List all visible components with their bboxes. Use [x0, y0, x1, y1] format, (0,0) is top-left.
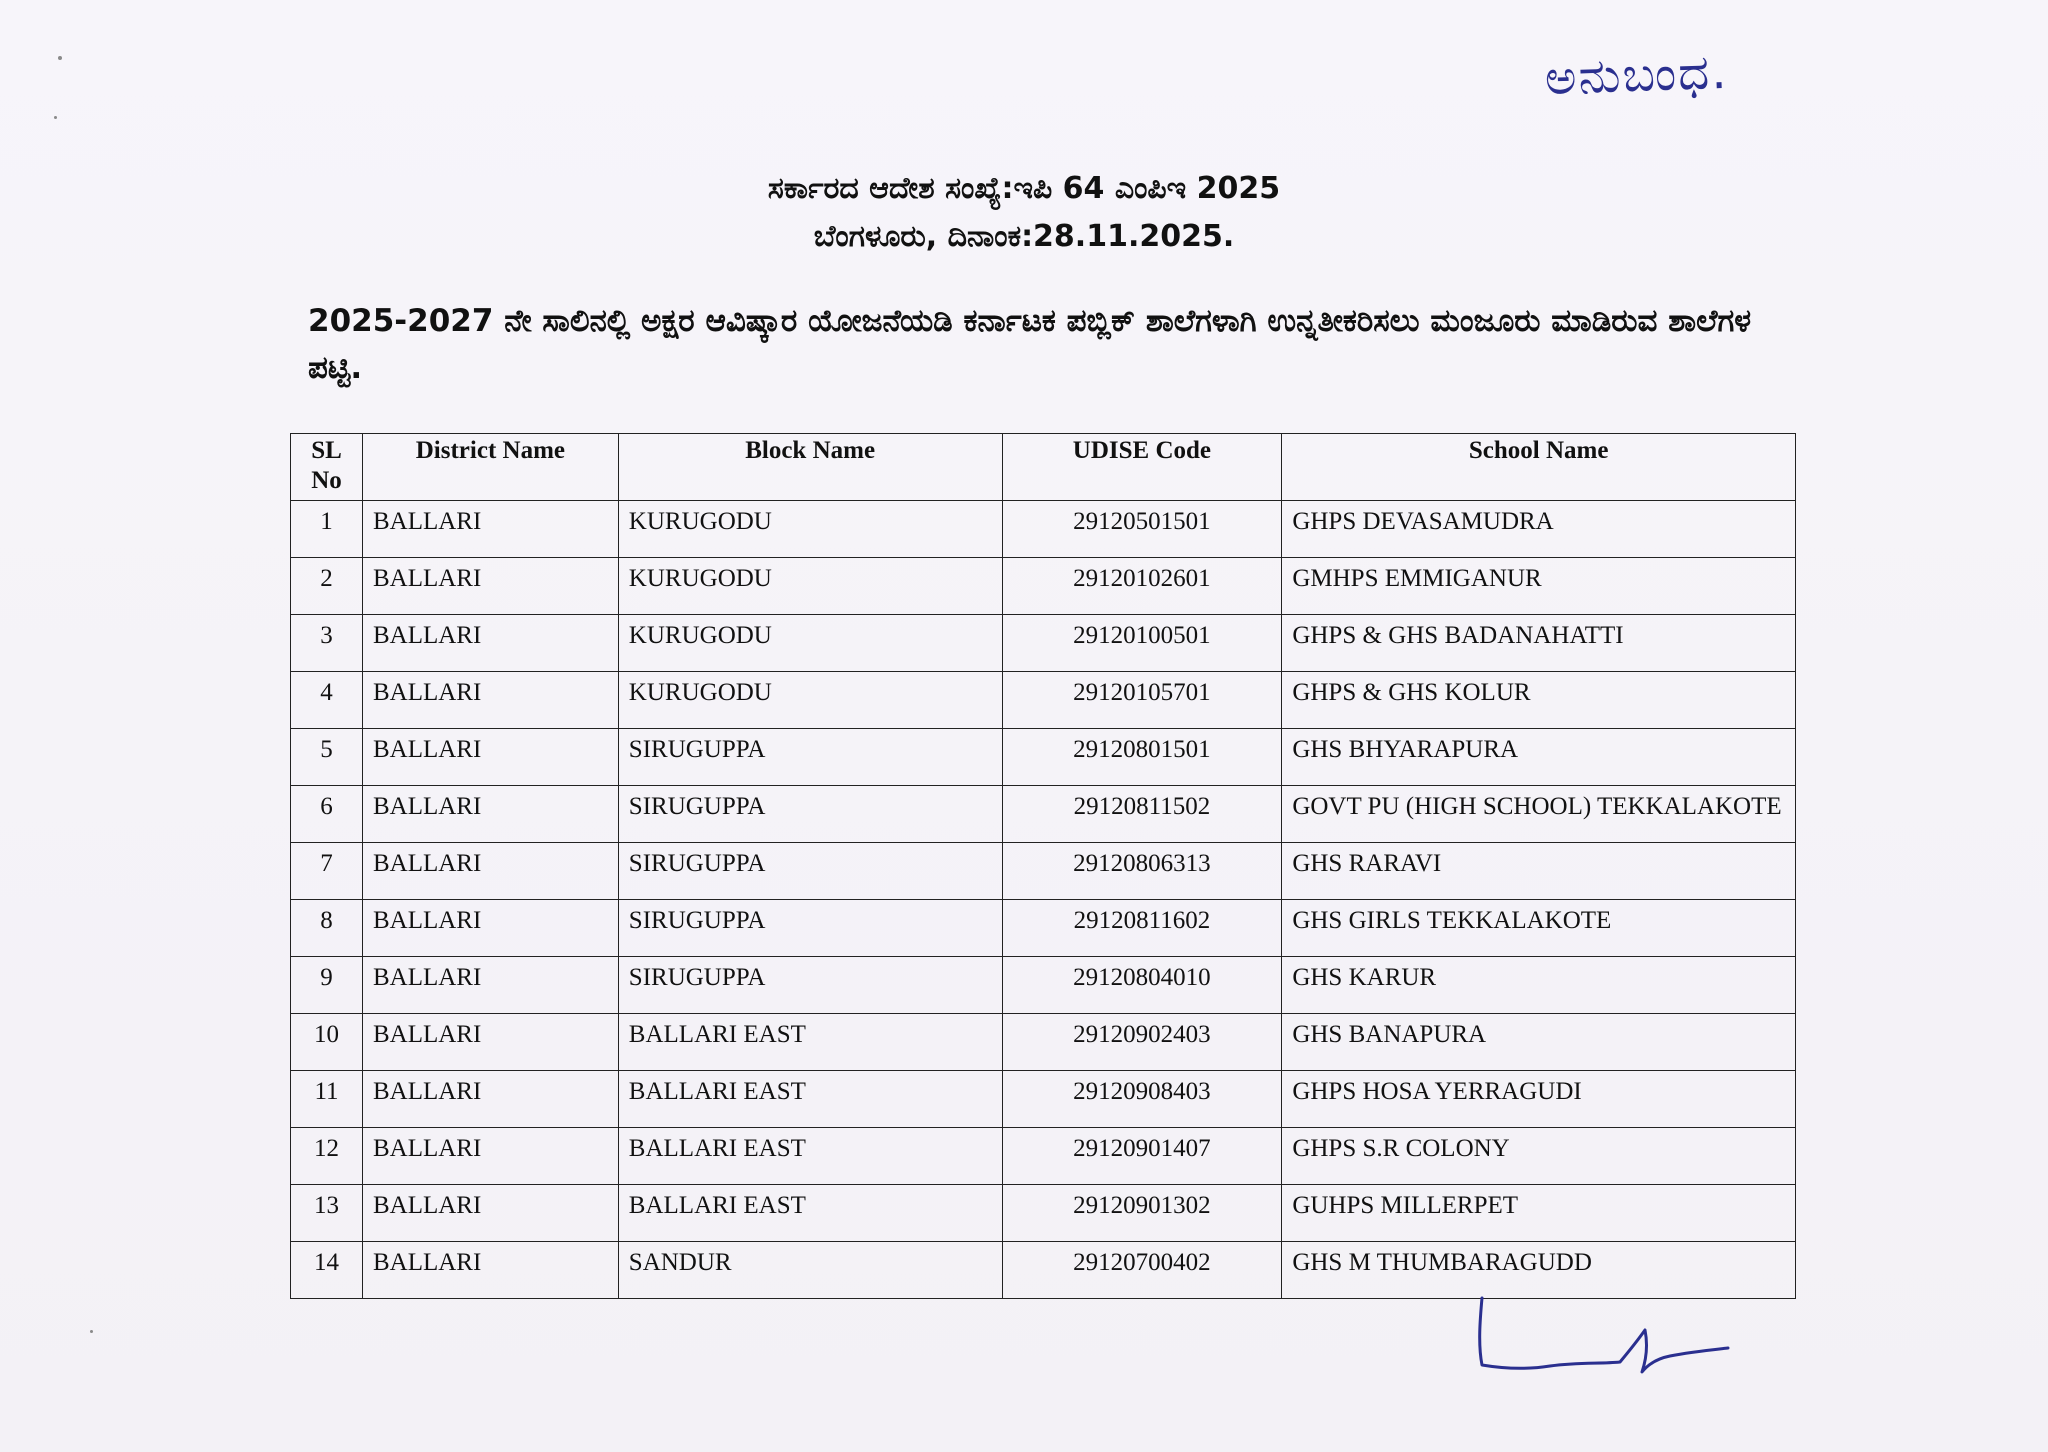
cell-district: BALLARI: [362, 1128, 618, 1185]
cell-sl: 4: [291, 672, 363, 729]
cell-block: KURUGODU: [618, 501, 1002, 558]
cell-sl: 9: [291, 957, 363, 1014]
order-header: [0, 165, 2048, 261]
signature: [1470, 1290, 1730, 1380]
cell-udise: 29120806313: [1002, 843, 1282, 900]
table-row: [291, 672, 1796, 729]
table-row: [291, 615, 1796, 672]
cell-sl: 3: [291, 615, 363, 672]
header-district-name: District Name: [362, 434, 618, 501]
cell-school: GHS M THUMBARAGUDD: [1282, 1242, 1796, 1299]
cell-sl: 6: [291, 786, 363, 843]
cell-school: GUHPS MILLERPET: [1282, 1185, 1796, 1242]
cell-sl: 14: [291, 1242, 363, 1299]
cell-district: BALLARI: [362, 1071, 618, 1128]
table-row: [291, 957, 1796, 1014]
scan-speck: [90, 1330, 93, 1333]
cell-sl: 5: [291, 729, 363, 786]
cell-district: BALLARI: [362, 1014, 618, 1071]
header-sl-no: SL No: [291, 434, 363, 501]
cell-school: GHS BHYARAPURA: [1282, 729, 1796, 786]
subject-heading: 2025-2027 ನೇ ಸಾಲಿನಲ್ಲಿ ಅಕ್ಷರ ಆವಿಷ್ಕಾರ ಯೋಜನೆಯಡಿ ಕರ್ನಾಟಕ ಪಬ್ಲಿಕ್ ಶಾಲೆಗಳಾಗಿ ಉನ್ನತೀಕರಿಸಲು ಮಂಜೂರು ಮಾಡಿರುವ ಶಾಲೆಗಳ ಪಟ್ಟಿ.: [308, 303, 1752, 386]
cell-udise: 29120801501: [1002, 729, 1282, 786]
cell-block: BALLARI EAST: [618, 1071, 1002, 1128]
cell-block: BALLARI EAST: [618, 1185, 1002, 1242]
order-number: ಸರ್ಕಾರದ ಆದೇಶ ಸಂಖ್ಯೆ:ಇಪಿ 64 ಎಂಪಿಇ 2025: [767, 171, 1281, 206]
cell-sl: 7: [291, 843, 363, 900]
table-row: [291, 843, 1796, 900]
cell-block: SIRUGUPPA: [618, 957, 1002, 1014]
cell-district: BALLARI: [362, 558, 618, 615]
cell-sl: 2: [291, 558, 363, 615]
table-row: [291, 1185, 1796, 1242]
cell-school: GHPS DEVASAMUDRA: [1282, 501, 1796, 558]
table-row: [291, 501, 1796, 558]
cell-sl: 11: [291, 1071, 363, 1128]
cell-sl: 8: [291, 900, 363, 957]
cell-block: SIRUGUPPA: [618, 729, 1002, 786]
cell-district: BALLARI: [362, 957, 618, 1014]
cell-district: BALLARI: [362, 786, 618, 843]
header-school-name: School Name: [1282, 434, 1796, 501]
table-row: [291, 1071, 1796, 1128]
cell-udise: 29120804010: [1002, 957, 1282, 1014]
cell-district: BALLARI: [362, 729, 618, 786]
table-row: [291, 1014, 1796, 1071]
cell-udise: 29120811602: [1002, 900, 1282, 957]
table-header-row: [291, 434, 1796, 501]
cell-block: BALLARI EAST: [618, 1014, 1002, 1071]
schools-table: [290, 433, 1796, 1299]
order-place-date: ಬೆಂಗಳೂರು, ದಿನಾಂಕ:28.11.2025.: [813, 219, 1235, 254]
cell-udise: 29120105701: [1002, 672, 1282, 729]
cell-school: GHPS S.R COLONY: [1282, 1128, 1796, 1185]
cell-udise: 29120908403: [1002, 1071, 1282, 1128]
table-row: [291, 786, 1796, 843]
cell-district: BALLARI: [362, 843, 618, 900]
cell-block: SANDUR: [618, 1242, 1002, 1299]
cell-udise: 29120901407: [1002, 1128, 1282, 1185]
cell-udise: 29120100501: [1002, 615, 1282, 672]
cell-school: GHPS HOSA YERRAGUDI: [1282, 1071, 1796, 1128]
cell-udise: 29120901302: [1002, 1185, 1282, 1242]
cell-block: SIRUGUPPA: [618, 843, 1002, 900]
cell-school: GHS RARAVI: [1282, 843, 1796, 900]
cell-district: BALLARI: [362, 672, 618, 729]
cell-district: BALLARI: [362, 900, 618, 957]
cell-sl: 10: [291, 1014, 363, 1071]
header-udise-code: UDISE Code: [1002, 434, 1282, 501]
handwritten-annex-label: ಅನುಬಂಧ.: [1543, 43, 1730, 107]
cell-school: GHS BANAPURA: [1282, 1014, 1796, 1071]
cell-block: SIRUGUPPA: [618, 786, 1002, 843]
cell-udise: 29120902403: [1002, 1014, 1282, 1071]
cell-school: GHPS & GHS BADANAHATTI: [1282, 615, 1796, 672]
cell-block: KURUGODU: [618, 615, 1002, 672]
cell-udise: 29120811502: [1002, 786, 1282, 843]
cell-district: BALLARI: [362, 1185, 618, 1242]
cell-udise: 29120700402: [1002, 1242, 1282, 1299]
cell-district: BALLARI: [362, 501, 618, 558]
cell-school: GHS GIRLS TEKKALAKOTE: [1282, 900, 1796, 957]
cell-block: BALLARI EAST: [618, 1128, 1002, 1185]
cell-sl: 13: [291, 1185, 363, 1242]
cell-district: BALLARI: [362, 1242, 618, 1299]
table-row: [291, 558, 1796, 615]
scan-speck: [54, 116, 57, 119]
cell-block: KURUGODU: [618, 672, 1002, 729]
cell-udise: 29120102601: [1002, 558, 1282, 615]
scan-speck: [58, 56, 62, 60]
cell-block: SIRUGUPPA: [618, 900, 1002, 957]
table-row: [291, 1128, 1796, 1185]
cell-sl: 12: [291, 1128, 363, 1185]
cell-school: GMHPS EMMIGANUR: [1282, 558, 1796, 615]
cell-udise: 29120501501: [1002, 501, 1282, 558]
cell-district: BALLARI: [362, 615, 618, 672]
header-block-name: Block Name: [618, 434, 1002, 501]
table-row: [291, 900, 1796, 957]
table-row: [291, 729, 1796, 786]
cell-block: KURUGODU: [618, 558, 1002, 615]
cell-school: GOVT PU (HIGH SCHOOL) TEKKALAKOTE: [1282, 786, 1796, 843]
cell-school: GHS KARUR: [1282, 957, 1796, 1014]
cell-school: GHPS & GHS KOLUR: [1282, 672, 1796, 729]
cell-sl: 1: [291, 501, 363, 558]
